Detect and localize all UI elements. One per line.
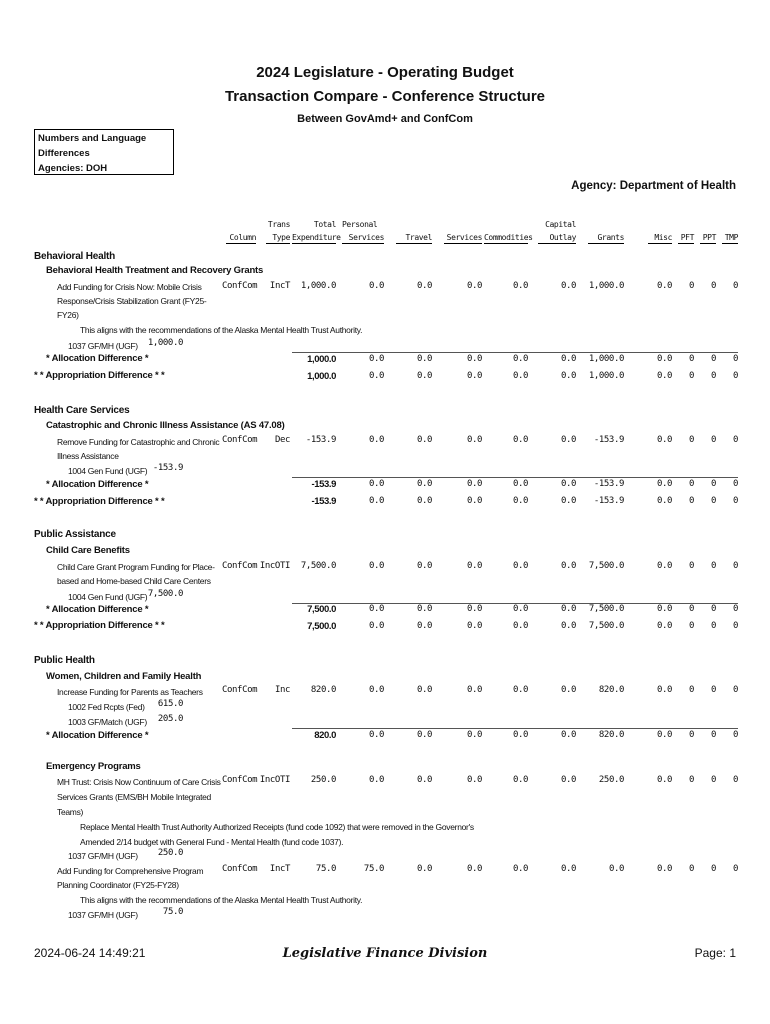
fund-amount: 205.0 xyxy=(157,714,183,724)
component-title: Behavioral Health Treatment and Recovery Grants xyxy=(46,265,264,276)
cell-capital-outlay: 0.0 xyxy=(560,775,576,785)
cell-misc: 0.0 xyxy=(656,281,672,291)
cell-tmp: 0 xyxy=(732,604,738,614)
cell-tmp: 0 xyxy=(732,685,738,695)
cell-capital-outlay: 0.0 xyxy=(560,685,576,695)
cell-services: 0.0 xyxy=(466,479,482,489)
cell-personal-services: 75.0 xyxy=(363,864,384,874)
cell-tmp: 0 xyxy=(732,496,738,506)
cell-ppt: 0 xyxy=(710,371,716,381)
cell-total-expenditure: 7,500.0 xyxy=(307,604,336,615)
cell-capital-outlay: 0.0 xyxy=(560,281,576,291)
cell-personal-services: 0.0 xyxy=(368,496,384,506)
col-header-ppt: PPT xyxy=(700,233,716,244)
filter-line-2: Differences xyxy=(38,148,90,159)
item-desc-line: Services Grants (EMS/BH Mobile Integrated xyxy=(57,792,211,802)
cell-services: 0.0 xyxy=(466,496,482,506)
cell-tmp: 0 xyxy=(732,730,738,740)
cell-misc: 0.0 xyxy=(656,685,672,695)
section-title: Health Care Services xyxy=(34,405,130,416)
cell-ppt: 0 xyxy=(710,435,716,445)
cell-misc: 0.0 xyxy=(656,371,672,381)
cell-personal-services: 0.0 xyxy=(368,685,384,695)
appropriation-difference-label: * * Appropriation Difference * * xyxy=(34,620,165,631)
cell-tmp: 0 xyxy=(732,775,738,785)
cell-column: ConfCom xyxy=(222,775,258,785)
cell-total-expenditure: 1,000.0 xyxy=(307,371,336,382)
cell-grants: 1,000.0 xyxy=(588,281,624,291)
cell-misc: 0.0 xyxy=(656,775,672,785)
component-title: Emergency Programs xyxy=(46,761,141,772)
cell-personal-services: 0.0 xyxy=(368,561,384,571)
cell-total-expenditure: 7,500.0 xyxy=(307,621,336,632)
cell-commodities: 0.0 xyxy=(512,435,528,445)
cell-ppt: 0 xyxy=(710,604,716,614)
cell-personal-services: 0.0 xyxy=(368,354,384,364)
item-desc-line: Teams) xyxy=(57,807,84,817)
cell-personal-services: 0.0 xyxy=(368,281,384,291)
cell-tmp: 0 xyxy=(732,435,738,445)
cell-services: 0.0 xyxy=(466,354,482,364)
component-title: Child Care Benefits xyxy=(46,545,130,556)
appropriation-difference-label: * * Appropriation Difference * * xyxy=(34,370,165,381)
cell-grants: 250.0 xyxy=(598,775,624,785)
cell-ppt: 0 xyxy=(710,621,716,631)
cell-services: 0.0 xyxy=(466,730,482,740)
cell-misc: 0.0 xyxy=(656,604,672,614)
cell-travel: 0.0 xyxy=(416,496,432,506)
cell-total-expenditure: -153.9 xyxy=(311,496,336,507)
cell-travel: 0.0 xyxy=(416,371,432,381)
cell-pft: 0 xyxy=(688,604,694,614)
cell-personal-services: 0.0 xyxy=(368,435,384,445)
cell-ppt: 0 xyxy=(710,281,716,291)
cell-total-expenditure: 1,000.0 xyxy=(300,281,336,291)
col-header-services2: Services xyxy=(444,233,482,244)
agency-label: Agency: Department of Health xyxy=(571,180,736,192)
filter-line-3: Agencies: DOH xyxy=(38,163,108,174)
allocation-difference-label: * Allocation Difference * xyxy=(46,730,149,741)
cell-commodities: 0.0 xyxy=(512,621,528,631)
cell-pft: 0 xyxy=(688,730,694,740)
fund-amount: -153.9 xyxy=(152,463,183,473)
cell-pft: 0 xyxy=(688,621,694,631)
cell-commodities: 0.0 xyxy=(512,730,528,740)
col-header-type: Type xyxy=(266,233,290,244)
cell-pft: 0 xyxy=(688,435,694,445)
cell-travel: 0.0 xyxy=(416,621,432,631)
cell-misc: 0.0 xyxy=(656,864,672,874)
cell-pft: 0 xyxy=(688,864,694,874)
cell-ppt: 0 xyxy=(710,685,716,695)
filter-box xyxy=(34,129,174,175)
fund-source: 1037 GF/MH (UGF) xyxy=(68,910,138,920)
cell-capital-outlay: 0.0 xyxy=(560,435,576,445)
component-title: Catastrophic and Chronic Illness Assistance (AS 47.08) xyxy=(46,420,285,431)
cell-travel: 0.0 xyxy=(416,604,432,614)
cell-grants: -153.9 xyxy=(593,435,624,445)
cell-trans-type: Inc xyxy=(274,685,290,695)
item-desc-line: Response/Crisis Stabilization Grant (FY25- xyxy=(57,296,207,306)
col-header-services: Services xyxy=(342,233,384,244)
cell-grants: -153.9 xyxy=(593,496,624,506)
cell-misc: 0.0 xyxy=(656,479,672,489)
cell-travel: 0.0 xyxy=(416,354,432,364)
cell-personal-services: 0.0 xyxy=(368,775,384,785)
cell-personal-services: 0.0 xyxy=(368,371,384,381)
col-header-travel: Travel xyxy=(396,233,432,244)
cell-commodities: 0.0 xyxy=(512,479,528,489)
subtotal-line xyxy=(292,728,738,729)
col-header-tmp: TMP xyxy=(722,233,738,244)
cell-services: 0.0 xyxy=(466,775,482,785)
cell-capital-outlay: 0.0 xyxy=(560,604,576,614)
comparison-label: Between GovAmd+ and ConfCom xyxy=(297,113,473,125)
report-title: 2024 Legislature - Operating Budget xyxy=(256,64,514,81)
item-desc-line: MH Trust: Crisis Now Continuum of Care Crisis xyxy=(57,777,221,787)
cell-travel: 0.0 xyxy=(416,775,432,785)
cell-grants: 7,500.0 xyxy=(588,561,624,571)
cell-trans-type: Dec xyxy=(274,435,290,445)
cell-commodities: 0.0 xyxy=(512,354,528,364)
cell-capital-outlay: 0.0 xyxy=(560,864,576,874)
col-header-pft: PFT xyxy=(678,233,694,244)
cell-misc: 0.0 xyxy=(656,496,672,506)
section-title: Public Assistance xyxy=(34,529,116,540)
item-desc-line: Add Funding for Crisis Now: Mobile Crisis xyxy=(57,282,202,292)
cell-tmp: 0 xyxy=(732,864,738,874)
cell-misc: 0.0 xyxy=(656,561,672,571)
cell-total-expenditure: 820.0 xyxy=(310,685,336,695)
cell-column: ConfCom xyxy=(222,281,258,291)
cell-total-expenditure: 250.0 xyxy=(310,775,336,785)
footer-division-signature: Legislative Finance Division xyxy=(282,946,488,961)
cell-services: 0.0 xyxy=(466,281,482,291)
cell-ppt: 0 xyxy=(710,354,716,364)
cell-travel: 0.0 xyxy=(416,435,432,445)
item-note: This aligns with the recommendations of the Alaska Mental Health Trust Authority. xyxy=(80,325,363,335)
fund-amount: 250.0 xyxy=(157,848,183,858)
cell-ppt: 0 xyxy=(710,479,716,489)
cell-total-expenditure: -153.9 xyxy=(311,479,336,490)
cell-commodities: 0.0 xyxy=(512,864,528,874)
cell-pft: 0 xyxy=(688,479,694,489)
cell-grants: 1,000.0 xyxy=(588,371,624,381)
cell-total-expenditure: 7,500.0 xyxy=(300,561,336,571)
cell-grants: 820.0 xyxy=(598,685,624,695)
cell-trans-type: IncOTI xyxy=(259,775,290,785)
fund-amount: 1,000.0 xyxy=(147,338,183,348)
cell-ppt: 0 xyxy=(710,561,716,571)
col-header-grants: Grants xyxy=(588,233,624,244)
cell-commodities: 0.0 xyxy=(512,281,528,291)
item-note: Replace Mental Health Trust Authority Authorized Receipts (fund code 1092) that were removed in the Governor's xyxy=(80,822,474,832)
cell-column: ConfCom xyxy=(222,685,258,695)
cell-commodities: 0.0 xyxy=(512,371,528,381)
allocation-difference-label: * Allocation Difference * xyxy=(46,353,149,364)
cell-services: 0.0 xyxy=(466,685,482,695)
cell-grants: -153.9 xyxy=(593,479,624,489)
cell-column: ConfCom xyxy=(222,435,258,445)
cell-pft: 0 xyxy=(688,775,694,785)
cell-grants: 7,500.0 xyxy=(588,604,624,614)
cell-misc: 0.0 xyxy=(656,621,672,631)
cell-grants: 7,500.0 xyxy=(588,621,624,631)
item-desc-line: Remove Funding for Catastrophic and Chronic xyxy=(57,437,220,447)
cell-column: ConfCom xyxy=(222,561,258,571)
cell-grants: 0.0 xyxy=(608,864,624,874)
filter-line-1: Numbers and Language xyxy=(38,133,147,144)
cell-capital-outlay: 0.0 xyxy=(560,371,576,381)
cell-services: 0.0 xyxy=(466,371,482,381)
cell-services: 0.0 xyxy=(466,435,482,445)
cell-commodities: 0.0 xyxy=(512,775,528,785)
item-desc-line: Illness Assistance xyxy=(57,451,119,461)
fund-source: 1037 GF/MH (UGF) xyxy=(68,341,138,351)
allocation-difference-label: * Allocation Difference * xyxy=(46,604,149,615)
cell-commodities: 0.0 xyxy=(512,496,528,506)
cell-tmp: 0 xyxy=(732,354,738,364)
cell-grants: 1,000.0 xyxy=(588,354,624,364)
cell-capital-outlay: 0.0 xyxy=(560,621,576,631)
cell-commodities: 0.0 xyxy=(512,685,528,695)
cell-grants: 820.0 xyxy=(598,730,624,740)
cell-tmp: 0 xyxy=(732,479,738,489)
cell-commodities: 0.0 xyxy=(512,561,528,571)
cell-total-expenditure: -153.9 xyxy=(305,435,336,445)
cell-capital-outlay: 0.0 xyxy=(560,496,576,506)
item-desc-line: Planning Coordinator (FY25-FY28) xyxy=(57,880,179,890)
item-note: Amended 2/14 budget with General Fund - Mental Health (fund code 1037). xyxy=(80,837,344,847)
component-title: Women, Children and Family Health xyxy=(46,671,202,682)
cell-services: 0.0 xyxy=(466,864,482,874)
col-header-total: Total xyxy=(313,220,336,229)
cell-travel: 0.0 xyxy=(416,730,432,740)
cell-services: 0.0 xyxy=(466,561,482,571)
col-header-misc: Misc xyxy=(648,233,672,244)
cell-tmp: 0 xyxy=(732,281,738,291)
cell-tmp: 0 xyxy=(732,561,738,571)
cell-pft: 0 xyxy=(688,371,694,381)
cell-pft: 0 xyxy=(688,496,694,506)
cell-trans-type: IncOTI xyxy=(259,561,290,571)
cell-ppt: 0 xyxy=(710,730,716,740)
cell-misc: 0.0 xyxy=(656,730,672,740)
col-header-expenditure: Expenditure xyxy=(292,233,341,242)
cell-capital-outlay: 0.0 xyxy=(560,730,576,740)
section-title: Public Health xyxy=(34,655,95,666)
cell-total-expenditure: 1,000.0 xyxy=(307,354,336,365)
col-header-column: Column xyxy=(226,233,256,244)
cell-personal-services: 0.0 xyxy=(368,621,384,631)
cell-ppt: 0 xyxy=(710,864,716,874)
cell-trans-type: IncT xyxy=(269,864,290,874)
cell-personal-services: 0.0 xyxy=(368,730,384,740)
footer-timestamp: 2024-06-24 14:49:21 xyxy=(34,946,146,960)
cell-tmp: 0 xyxy=(732,371,738,381)
cell-travel: 0.0 xyxy=(416,281,432,291)
item-desc-line: Add Funding for Comprehensive Program xyxy=(57,866,204,876)
cell-pft: 0 xyxy=(688,685,694,695)
cell-travel: 0.0 xyxy=(416,479,432,489)
cell-pft: 0 xyxy=(688,561,694,571)
col-header-personal: Personal xyxy=(342,220,378,229)
allocation-difference-label: * Allocation Difference * xyxy=(46,479,149,490)
cell-travel: 0.0 xyxy=(416,864,432,874)
fund-amount: 615.0 xyxy=(157,699,183,709)
cell-pft: 0 xyxy=(688,354,694,364)
item-desc-line: based and Home-based Child Care Centers xyxy=(57,576,211,586)
cell-commodities: 0.0 xyxy=(512,604,528,614)
item-desc-line: Child Care Grant Program Funding for Place- xyxy=(57,562,215,572)
cell-capital-outlay: 0.0 xyxy=(560,561,576,571)
cell-column: ConfCom xyxy=(222,864,258,874)
fund-source: 1002 Fed Rcpts (Fed) xyxy=(68,702,145,712)
cell-capital-outlay: 0.0 xyxy=(560,479,576,489)
appropriation-difference-label: * * Appropriation Difference * * xyxy=(34,496,165,507)
item-desc-line: FY26) xyxy=(57,310,79,320)
cell-capital-outlay: 0.0 xyxy=(560,354,576,364)
subtotal-line xyxy=(292,352,738,353)
cell-ppt: 0 xyxy=(710,775,716,785)
cell-personal-services: 0.0 xyxy=(368,479,384,489)
subtotal-line xyxy=(292,477,738,478)
cell-total-expenditure: 820.0 xyxy=(314,730,336,741)
col-header-trans: Trans xyxy=(267,220,290,229)
cell-misc: 0.0 xyxy=(656,354,672,364)
cell-services: 0.0 xyxy=(466,604,482,614)
cell-travel: 0.0 xyxy=(416,561,432,571)
cell-pft: 0 xyxy=(688,281,694,291)
footer-page-number: Page: 1 xyxy=(694,946,736,960)
cell-services: 0.0 xyxy=(466,621,482,631)
fund-source: 1004 Gen Fund (UGF) xyxy=(68,466,148,476)
col-header-commodities: Commodities xyxy=(484,233,533,242)
report-subtitle: Transaction Compare - Conference Structure xyxy=(224,88,546,105)
cell-total-expenditure: 75.0 xyxy=(315,864,336,874)
item-note: This aligns with the recommendations of the Alaska Mental Health Trust Authority. xyxy=(80,895,363,905)
cell-ppt: 0 xyxy=(710,496,716,506)
col-header-outlay: Outlay xyxy=(538,233,576,244)
section-title: Behavioral Health xyxy=(34,251,116,262)
cell-trans-type: IncT xyxy=(269,281,290,291)
col-header-capital: Capital xyxy=(545,220,576,229)
fund-amount: 7,500.0 xyxy=(147,589,183,599)
subtotal-line xyxy=(292,603,738,604)
cell-tmp: 0 xyxy=(732,621,738,631)
fund-source: 1004 Gen Fund (UGF) xyxy=(68,592,148,602)
cell-misc: 0.0 xyxy=(656,435,672,445)
fund-source: 1003 GF/Match (UGF) xyxy=(68,717,147,727)
item-desc-line: Increase Funding for Parents as Teachers xyxy=(57,687,203,697)
cell-travel: 0.0 xyxy=(416,685,432,695)
fund-amount: 75.0 xyxy=(162,907,183,917)
cell-personal-services: 0.0 xyxy=(368,604,384,614)
fund-source: 1037 GF/MH (UGF) xyxy=(68,851,138,861)
